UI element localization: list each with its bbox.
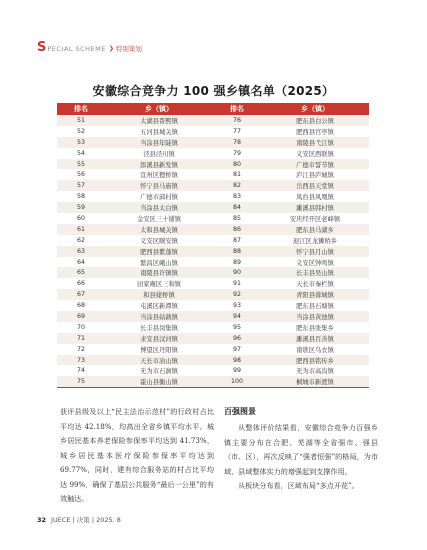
scheme-label: PECIAL SCHEME: [47, 44, 106, 53]
body-paragraph: 从整体评价结果看，安徽综合竞争力百强乡镇主要分布在合肥、芜湖等全省强市、强县（市、区），再次反映了“强者恒强”的格局，为市域、县域整体实力的增强起到支撑作用。: [224, 423, 378, 476]
table-row: [213, 126, 369, 137]
rank-cell: 58: [76, 193, 85, 201]
table-row: [213, 235, 369, 246]
rank-cell: 68: [76, 302, 85, 310]
body-column-left: [60, 405, 214, 507]
rank-cell: 54: [76, 149, 85, 157]
rank-cell: 85: [232, 214, 241, 222]
table-row: [57, 333, 213, 344]
rank-cell: 60: [76, 214, 85, 222]
rank-cell: 53: [76, 138, 85, 146]
town-cell: 怀宁县月山镇: [296, 248, 334, 256]
body-column-right: [224, 405, 378, 494]
table-row: [213, 202, 369, 213]
town-cell: 屯溪区新潭镇: [140, 303, 178, 311]
rank-cell: 57: [76, 182, 85, 190]
town-cell: 和县姥桥镇: [143, 292, 175, 300]
rank-cell: 82: [232, 182, 241, 190]
rank-cell: 87: [232, 236, 241, 244]
rank-cell: 61: [76, 225, 85, 233]
table-row: [57, 300, 213, 311]
table-row: [213, 169, 369, 180]
table-row: [57, 169, 213, 180]
rank-cell: 93: [232, 302, 241, 310]
body-paragraph: 获评县级及以上“民主法治示范村”的行政村占比平均达 42.18%，均高出全省乡镇平均水平。城乡居民基本养老保险参保率平均达到 41.73%，城乡居民基本医疗保险参保率平均达到 69.77%，同时，建有综合服务站的村占比平均达 99%，确保了基层公共服务“最后一公里”的有效触达。: [60, 407, 214, 503]
rank-cell: 95: [232, 323, 241, 331]
rank-cell: 99: [232, 367, 241, 375]
town-cell: 无为市石涧镇: [140, 368, 178, 376]
table-bottom-rule: [57, 387, 213, 388]
table-row: [213, 191, 369, 202]
table-row: [57, 180, 213, 191]
table-row: [213, 300, 369, 311]
town-cell: 长丰县岗集镇: [140, 324, 178, 332]
town-cell: 南谯区乌衣镇: [296, 346, 334, 354]
table-body: [57, 115, 213, 387]
magazine-name: JUECE | 决策 | 2025. 8: [51, 516, 121, 524]
rank-cell: 69: [76, 312, 85, 320]
town-cell: 濉溪县韩村镇: [296, 205, 334, 213]
town-cell: 桐城市新渡镇: [296, 379, 334, 387]
town-cell: 义安区钟鸣镇: [296, 259, 334, 267]
table-row: [57, 148, 213, 159]
table-row: [213, 224, 369, 235]
table-row: [57, 376, 213, 387]
table-row: [213, 267, 369, 278]
table-row: [57, 191, 213, 202]
town-cell: 安庆经开区老峰镇: [289, 215, 341, 223]
rank-cell: 79: [232, 149, 241, 157]
section-subheading: 百强图景: [224, 407, 256, 416]
table-row: [213, 213, 369, 224]
town-cell: 肥西县紫蓬镇: [140, 248, 178, 256]
town-cell: 泾县泾川镇: [143, 150, 175, 158]
table-row: [57, 322, 213, 333]
town-cell: 怀宁县马庙镇: [140, 183, 178, 191]
town-cell: 当涂县年陡镇: [140, 139, 178, 147]
scheme-initial: S: [37, 39, 47, 55]
town-column-header: 乡（镇）: [301, 105, 329, 113]
table-row: [213, 148, 369, 159]
town-cell: 南陵县弋江镇: [296, 139, 334, 147]
table-row: [213, 278, 369, 289]
table-row: [57, 115, 213, 126]
section-header: [37, 40, 142, 54]
rank-cell: 62: [76, 236, 85, 244]
town-cell: 肥东县张集乡: [296, 324, 334, 332]
rank-cell: 67: [76, 291, 85, 299]
table-row: [213, 322, 369, 333]
rank-cell: 78: [232, 138, 241, 146]
town-cell: 天长市冶山镇: [140, 357, 178, 365]
table-row: [213, 365, 369, 376]
rank-cell: 70: [76, 323, 85, 331]
rank-cell: 97: [232, 345, 241, 353]
table-row: [213, 344, 369, 355]
rank-cell: 76: [232, 116, 241, 124]
town-cell: 迎江区龙狮桥乡: [292, 237, 338, 245]
town-cell: 来安县汊河镇: [140, 335, 178, 343]
town-cell: 长丰县吴山镇: [296, 270, 334, 278]
town-cell: 凤台县凤凰镇: [296, 194, 334, 202]
rank-column-header: 排名: [230, 105, 244, 113]
town-cell: 肥西县官亭镇: [296, 128, 334, 136]
rank-cell: 51: [76, 116, 85, 124]
rank-cell: 89: [232, 258, 241, 266]
table-row: [57, 137, 213, 148]
rank-cell: 83: [232, 193, 241, 201]
section-label: 特别策划: [115, 45, 142, 53]
rank-cell: 75: [76, 378, 85, 386]
table-row: [213, 115, 369, 126]
town-cell: 濉溪县百善镇: [296, 335, 334, 343]
rank-cell: 71: [76, 334, 85, 342]
ranking-table-left: [57, 103, 213, 388]
table-bottom-rule: [213, 387, 369, 388]
table-row: [57, 355, 213, 366]
town-cell: 博望区丹阳镇: [140, 346, 178, 354]
town-cell: 青阳县蓉城镇: [296, 292, 334, 300]
table-row: [57, 224, 213, 235]
rank-cell: 55: [76, 160, 85, 168]
town-cell: 当涂县太白镇: [140, 205, 178, 213]
rank-cell: 72: [76, 345, 85, 353]
town-cell: 庐江县庐城镇: [296, 172, 334, 180]
table-row: [57, 235, 213, 246]
town-cell: 义安区顺安镇: [140, 237, 178, 245]
table-row: [213, 137, 369, 148]
town-column-header: 乡（镇）: [145, 105, 173, 113]
table-row: [213, 311, 369, 322]
page-number: 32: [37, 515, 47, 524]
table-row: [213, 257, 369, 268]
rank-column-header: 排名: [74, 105, 88, 113]
table-row: [213, 289, 369, 300]
table-row: [213, 180, 369, 191]
rank-cell: 52: [76, 127, 85, 135]
rank-cell: 90: [232, 269, 241, 277]
ranking-table-right: [213, 103, 369, 388]
rank-cell: 56: [76, 171, 85, 179]
page-footer: [37, 515, 121, 524]
rank-cell: 86: [232, 225, 241, 233]
table-row: [57, 278, 213, 289]
table-row: [57, 365, 213, 376]
body-paragraph: 从板块分布看，区域布局“多点开花”。: [238, 481, 359, 490]
town-cell: 霍山县衡山镇: [140, 379, 178, 387]
town-cell: 肥东县马湖乡: [296, 226, 334, 234]
town-cell: 太湖县晋熙镇: [140, 117, 178, 125]
town-cell: 南陵县许镇镇: [140, 270, 178, 278]
rank-cell: 66: [76, 280, 85, 288]
table-row: [213, 246, 369, 257]
town-cell: 当涂县黄池镇: [296, 313, 334, 321]
town-cell: 宣州区狸桥镇: [140, 172, 178, 180]
page-title: 安徽综合竞争力 100 强乡镇名单（2025）: [92, 84, 335, 98]
rank-cell: 59: [76, 204, 85, 212]
town-cell: 岳西县天堂镇: [296, 183, 334, 191]
town-cell: 义安区西联镇: [296, 150, 334, 158]
table-header: [213, 103, 369, 115]
table-row: [213, 355, 369, 366]
town-cell: 金安区三十铺镇: [136, 215, 182, 223]
table-row: [57, 257, 213, 268]
town-cell: 当涂县姑孰镇: [140, 313, 178, 321]
town-cell: 肥西县铭传乡: [296, 357, 334, 365]
table-row: [57, 159, 213, 170]
rank-cell: 63: [76, 247, 85, 255]
table-row: [57, 202, 213, 213]
rank-cell: 96: [232, 334, 241, 342]
town-cell: 五河县城关镇: [140, 128, 178, 136]
table-row: [57, 126, 213, 137]
town-cell: 广德市誓节镇: [296, 161, 334, 169]
town-cell: 太和县城关镇: [140, 226, 178, 234]
town-cell: 郎溪县新发镇: [140, 161, 178, 169]
town-cell: 肥东县石塘镇: [296, 303, 334, 311]
rank-cell: 65: [76, 269, 85, 277]
rank-cell: 80: [232, 160, 241, 168]
table-row: [213, 376, 369, 387]
rank-cell: 92: [232, 291, 241, 299]
table-row: [57, 344, 213, 355]
table-row: [57, 246, 213, 257]
town-cell: 无为市高沟镇: [296, 368, 334, 376]
rank-cell: 73: [76, 356, 85, 364]
rank-cell: 91: [232, 280, 241, 288]
table-header: [57, 103, 213, 115]
chevron-right-icon: ❯: [108, 45, 114, 52]
table-row: [57, 289, 213, 300]
rank-cell: 64: [76, 258, 85, 266]
town-cell: 肥东县白公镇: [296, 117, 334, 125]
town-cell: 繁昌区峨山镇: [140, 259, 178, 267]
rank-cell: 84: [232, 204, 241, 212]
table-row: [57, 267, 213, 278]
town-cell: 广德市邱村镇: [140, 194, 178, 202]
table-row: [57, 311, 213, 322]
town-cell: 田家庵区三和镇: [136, 281, 182, 289]
rank-cell: 100: [230, 378, 244, 386]
rank-cell: 94: [232, 312, 241, 320]
rank-cell: 81: [232, 171, 241, 179]
table-row: [57, 213, 213, 224]
table-row: [213, 159, 369, 170]
rank-cell: 77: [232, 127, 241, 135]
table-body: [213, 115, 369, 387]
rank-cell: 98: [232, 356, 241, 364]
town-cell: 天长市秦栏镇: [296, 281, 334, 289]
table-row: [213, 333, 369, 344]
rank-cell: 88: [232, 247, 241, 255]
rank-cell: 74: [76, 367, 85, 375]
